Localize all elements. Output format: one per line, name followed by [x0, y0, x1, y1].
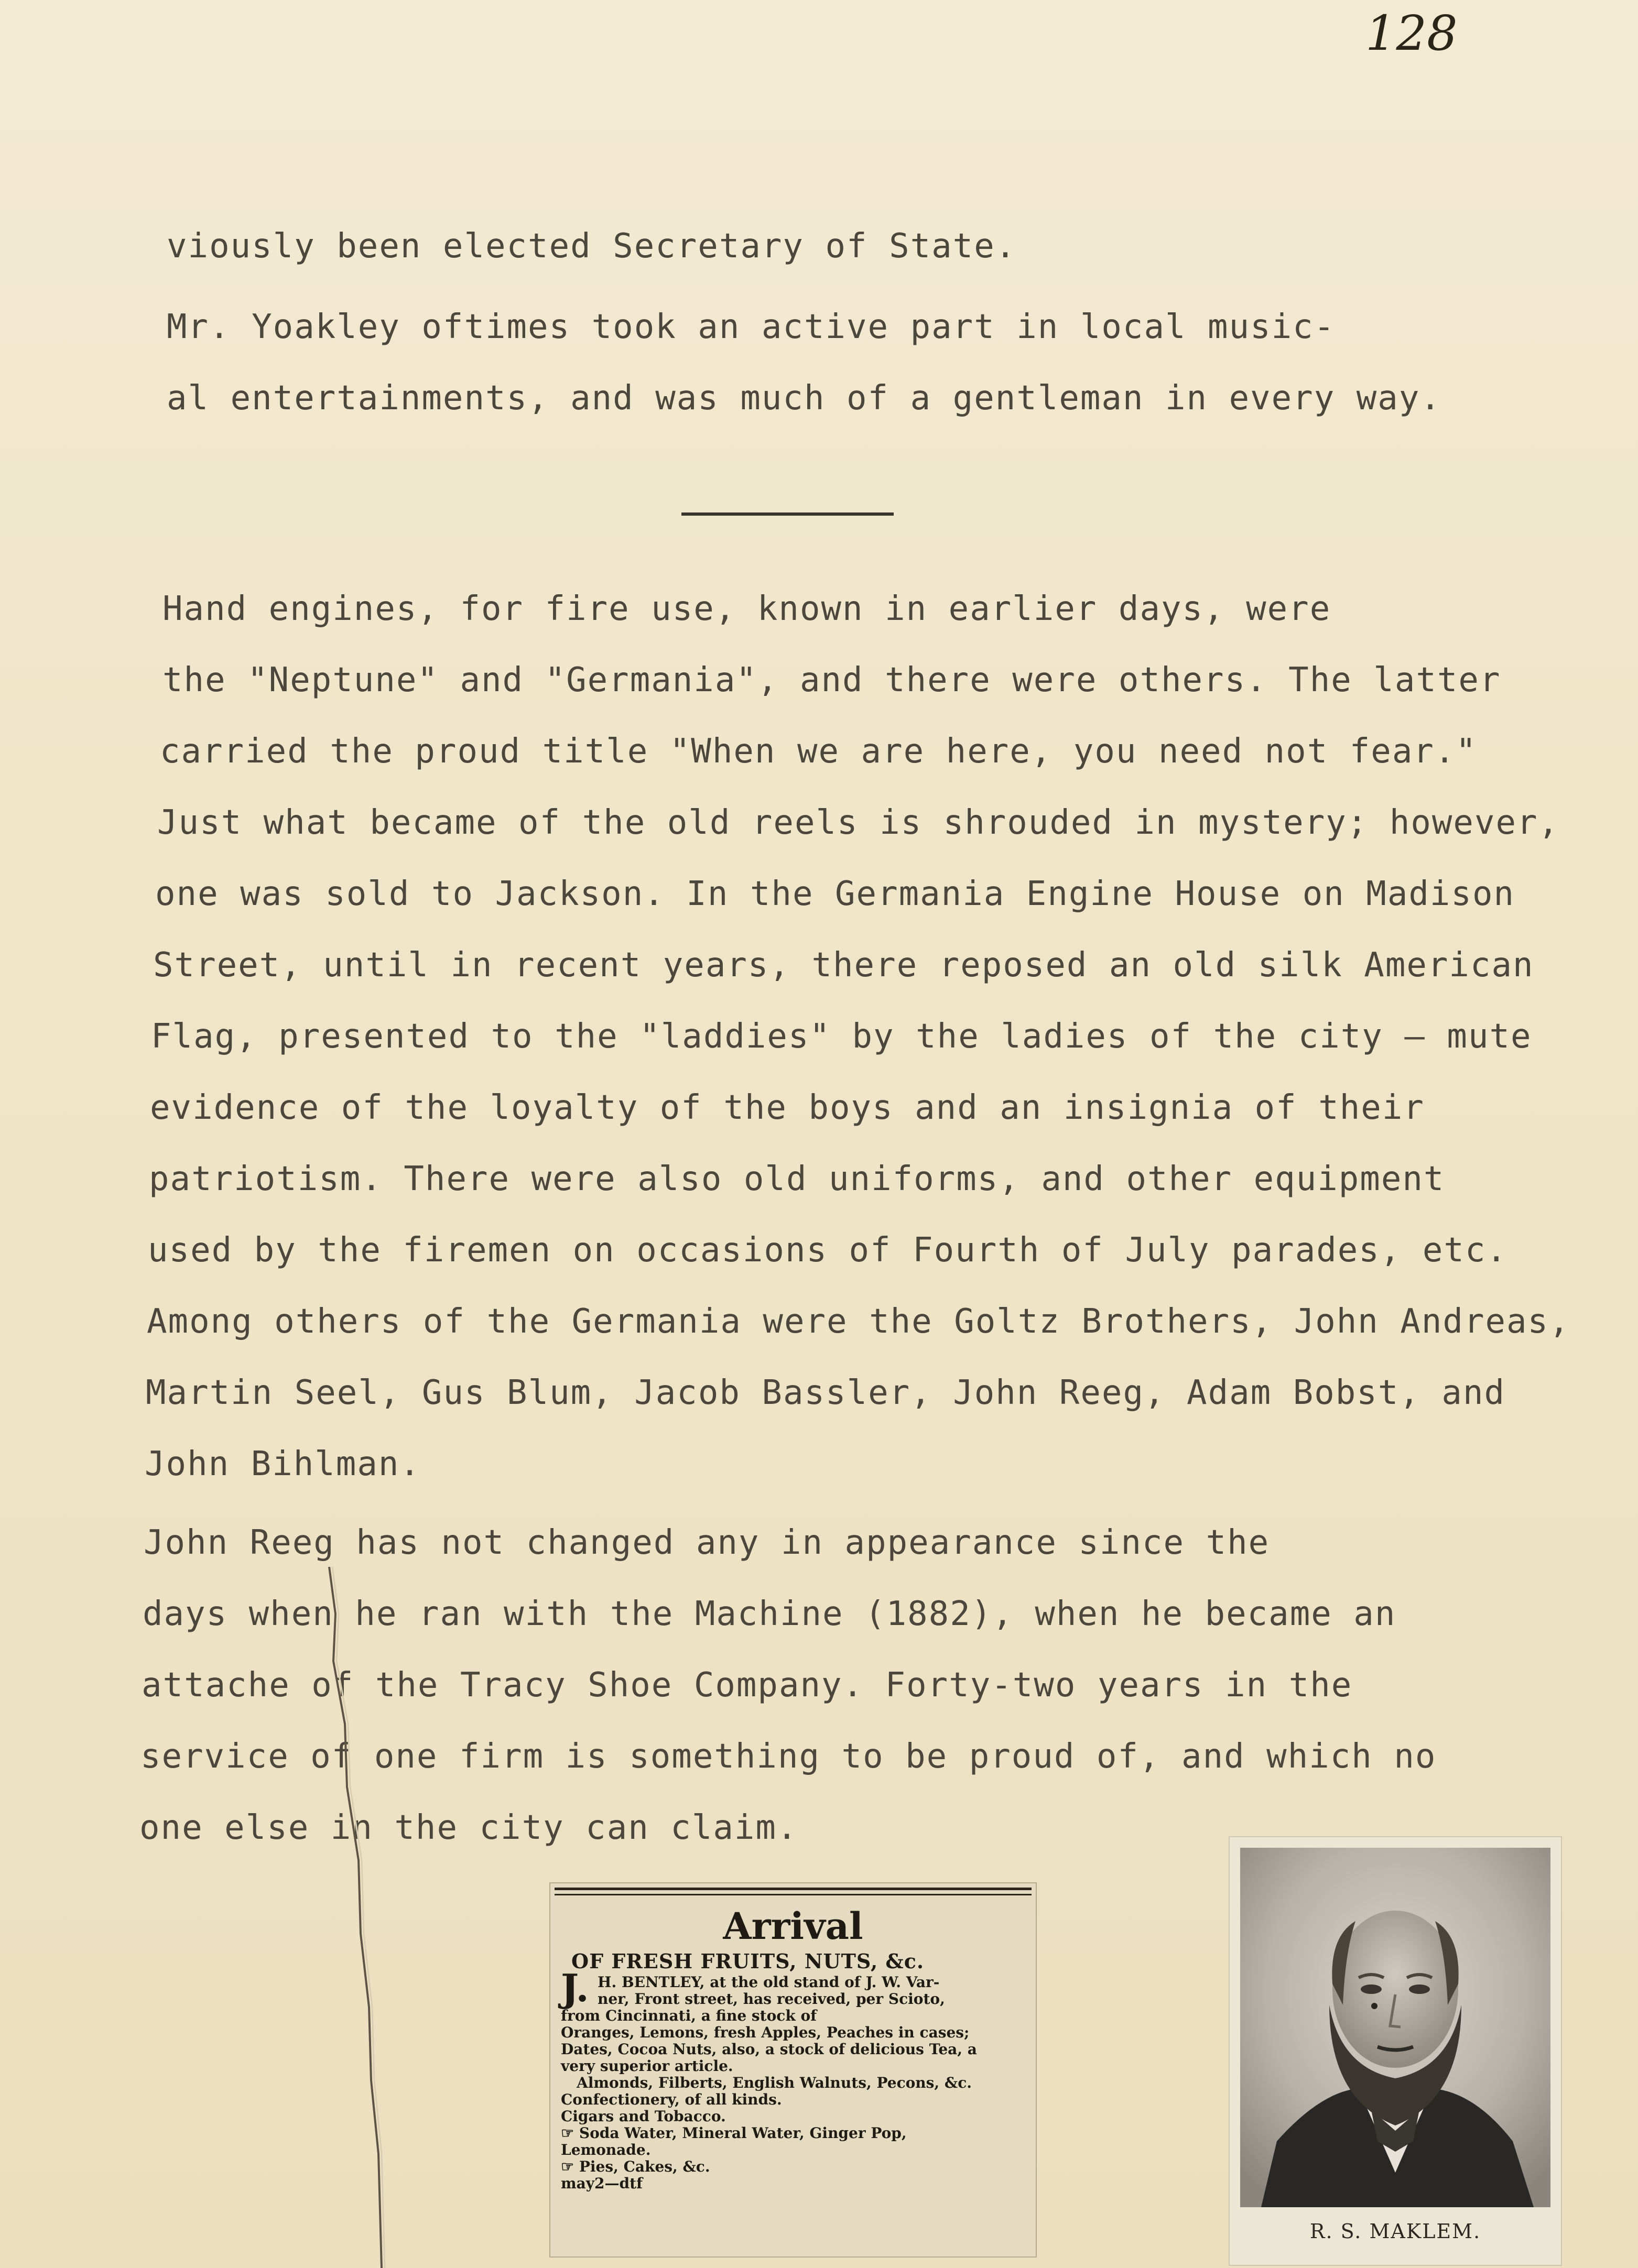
text-line: days when he ran with the Machine (1882), when he became an [143, 1595, 1396, 1633]
text-line: Street, until in recent years, there reposed an old silk American [153, 946, 1534, 985]
text-line: used by the firemen on occasions of Fourth of July parades, etc. [148, 1231, 1507, 1270]
clipping-line: ner, Front street, has received, per Scioto, [598, 1990, 945, 2008]
portrait-caption: R. S. MAKLEM. [1309, 2220, 1481, 2243]
clipping-line: from Cincinnati, a fine stock of [561, 2007, 817, 2024]
text-line: one was sold to Jackson. In the Germania Engine House on Madison [155, 875, 1515, 913]
text-line: one else in the city can claim. [139, 1808, 798, 1847]
text-line: evidence of the loyalty of the boys and an insignia of their [150, 1088, 1425, 1127]
portrait-photo [1240, 1848, 1550, 2207]
text-line: service of one firm is something to be proud of, and which no [140, 1737, 1437, 1776]
clipping-line: Lemonade. [561, 2141, 651, 2158]
clipping-drop-cap: J. [561, 1966, 589, 2010]
text-line: Martin Seel, Gus Blum, Jacob Bassler, John Reeg, Adam Bobst, and [146, 1373, 1505, 1412]
text-line: John Bihlman. [145, 1445, 421, 1484]
text-line: carried the proud title "When we are here, you need not fear." [160, 732, 1477, 771]
clipping-rule [555, 1894, 1032, 1895]
clipping-line: Almonds, Filberts, English Walnuts, Pecons, &c. [577, 2074, 972, 2091]
paper-tear [314, 1567, 388, 2268]
portrait-illustration [1240, 1848, 1550, 2207]
newspaper-clipping [549, 1882, 1037, 2258]
text-line: Among others of the Germania were the Goltz Brothers, John Andreas, [147, 1302, 1570, 1341]
text-line: Hand engines, for fire use, known in earlier days, were [162, 590, 1331, 628]
text-line: attache of the Tracy Shoe Company. Forty-two years in the [142, 1666, 1353, 1705]
text-line: Just what became of the old reels is shrouded in mystery; however, [157, 803, 1560, 842]
clipping-line: Dates, Cocoa Nuts, also, a stock of delicious Tea, a [561, 2041, 977, 2058]
clipping-line: ☞ Pies, Cakes, &c. [561, 2158, 710, 2175]
text-line: viously been elected Secretary of State. [167, 227, 1017, 266]
portrait-clipping [1229, 1836, 1562, 2266]
clipping-subtitle: OF FRESH FRUITS, NUTS, &c. [571, 1949, 925, 1973]
clipping-line: H. BENTLEY, at the old stand of J. W. Var- [598, 1973, 940, 1991]
clipping-line: ☞ Soda Water, Mineral Water, Ginger Pop, [561, 2124, 907, 2142]
text-line: Flag, presented to the "laddies" by the ladies of the city — mute [151, 1017, 1532, 1056]
clipping-line: Cigars and Tobacco. [561, 2108, 726, 2125]
clipping-line: may2—dtf [561, 2175, 643, 2192]
page-number: 128 [1365, 5, 1458, 61]
text-line: patriotism. There were also old uniforms, and other equipment [149, 1160, 1445, 1198]
text-line: al entertainments, and was much of a gentleman in every way. [167, 379, 1441, 418]
section-divider [681, 513, 894, 516]
clipping-line: very superior article. [561, 2057, 733, 2075]
clipping-rule [555, 1888, 1032, 1890]
clipping-title: Arrival [723, 1904, 863, 1948]
clipping-line: Confectionery, of all kinds. [561, 2091, 782, 2108]
clipping-line: Oranges, Lemons, fresh Apples, Peaches in cases; [561, 2024, 970, 2041]
text-line: Mr. Yoakley oftimes took an active part in local music- [167, 308, 1336, 346]
text-line: John Reeg has not changed any in appearance since the [144, 1523, 1270, 1562]
text-line: the "Neptune" and "Germania", and there were others. The latter [162, 661, 1501, 700]
